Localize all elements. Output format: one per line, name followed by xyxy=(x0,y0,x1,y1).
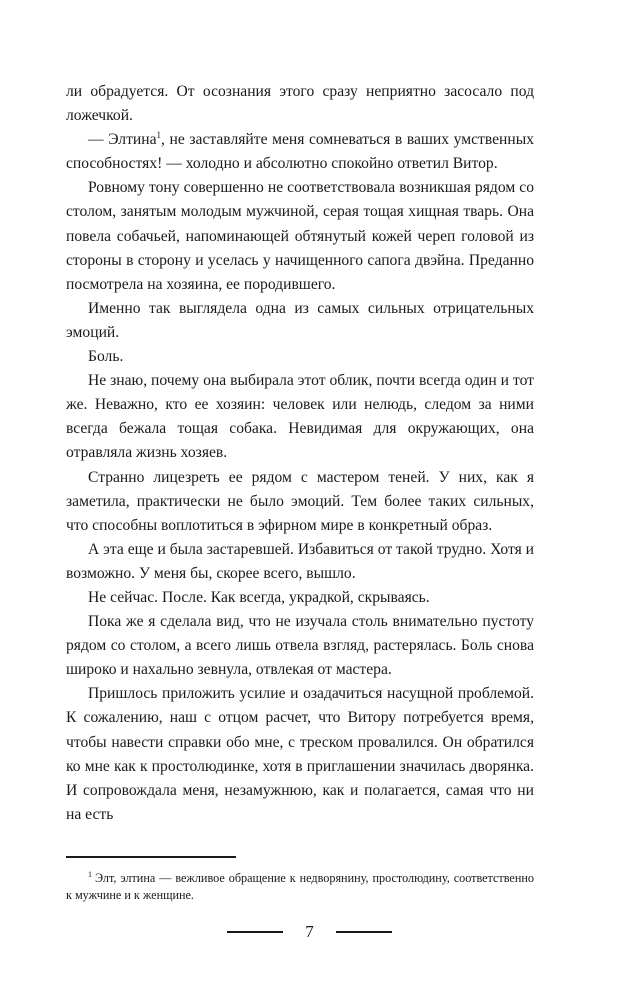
paragraph: Боль. xyxy=(88,348,124,366)
paragraph: А эта еще и была застаревшей. Избавиться от такой трудно. Хотя и возможно. У меня бы, скорее всего, вышло. xyxy=(66,540,534,582)
paragraph: Не сейчас. После. Как всегда, украдкой, скрываясь. xyxy=(88,588,430,606)
page-number-area xyxy=(0,918,619,946)
paragraph: ли обрадуется. От осознания этого сразу неприятно засосало под ложечкой. xyxy=(66,83,534,125)
paragraph: Пришлось приложить усилие и озадачиться насущной проблемой. К сожалению, наш с отцом расчет, что Витору потребуется время, чтобы навести справки обо мне, с треском провалился. Он обратился ко мне как к простолюдинке, хотя в приглашении значилась дворянка. И сопровождала меня, незамужнюю, как и полагается, самая что ни на есть xyxy=(66,685,534,823)
paragraph: Именно так выглядела одна из самых сильных отрицательных эмоций. xyxy=(66,299,534,341)
paragraph: Пока же я сделала вид, что не изучала столь внимательно пустоту рядом со столом, а всего лишь отвела взгляд, растерялась. Боль снова широко и нахально зевнула, отвлекая от мастера. xyxy=(66,613,534,679)
page-number-rule-left xyxy=(227,931,283,933)
dialogue-start: — Элтина xyxy=(88,131,157,149)
body-text xyxy=(66,80,534,827)
paragraph: Странно лицезреть ее рядом с мастером теней. У них, как я заметила, практически не было эмоций. Тем более таких сильных, что способны воплотиться в эфирном мире в конкретный образ. xyxy=(66,468,534,534)
footnote-divider xyxy=(66,856,236,858)
footnote xyxy=(66,870,534,904)
page-number-rule-right xyxy=(336,931,392,933)
page-number: 7 xyxy=(305,922,314,941)
paragraph: Ровному тону совершенно не соответствовала возникшая рядом со столом, занятым молодым мужчиной, серая тощая хищная тварь. Она повела собачьей, напоминающей обтянутый кожей череп головой из стороны в сторону и уселась у начищенного сапога двэйна. Преданно посмотрела на хозяина, ее породившего. xyxy=(66,179,534,293)
dialogue-rest: , не заставляйте меня сомневаться в ваших умственных способностях! — холодно и абсолютно спокойно ответил Витор. xyxy=(66,131,534,173)
footnote-text: Элт, элтина — вежливое обращение к недворянину, простолюдину, соответственно к мужчине и к женщине. xyxy=(66,871,534,902)
footnote-reference[interactable]: 1 xyxy=(156,130,161,140)
footnote-mark: 1 xyxy=(88,869,92,879)
paragraph: Не знаю, почему она выбирала этот облик, почти всегда один и тот же. Неважно, кто ее хозяин: человек или нелюдь, следом за ними всегда бежала тощая собака. Невидимая для окружающих, она отравляла жизнь хозяев. xyxy=(66,372,534,462)
paragraph xyxy=(66,128,534,176)
